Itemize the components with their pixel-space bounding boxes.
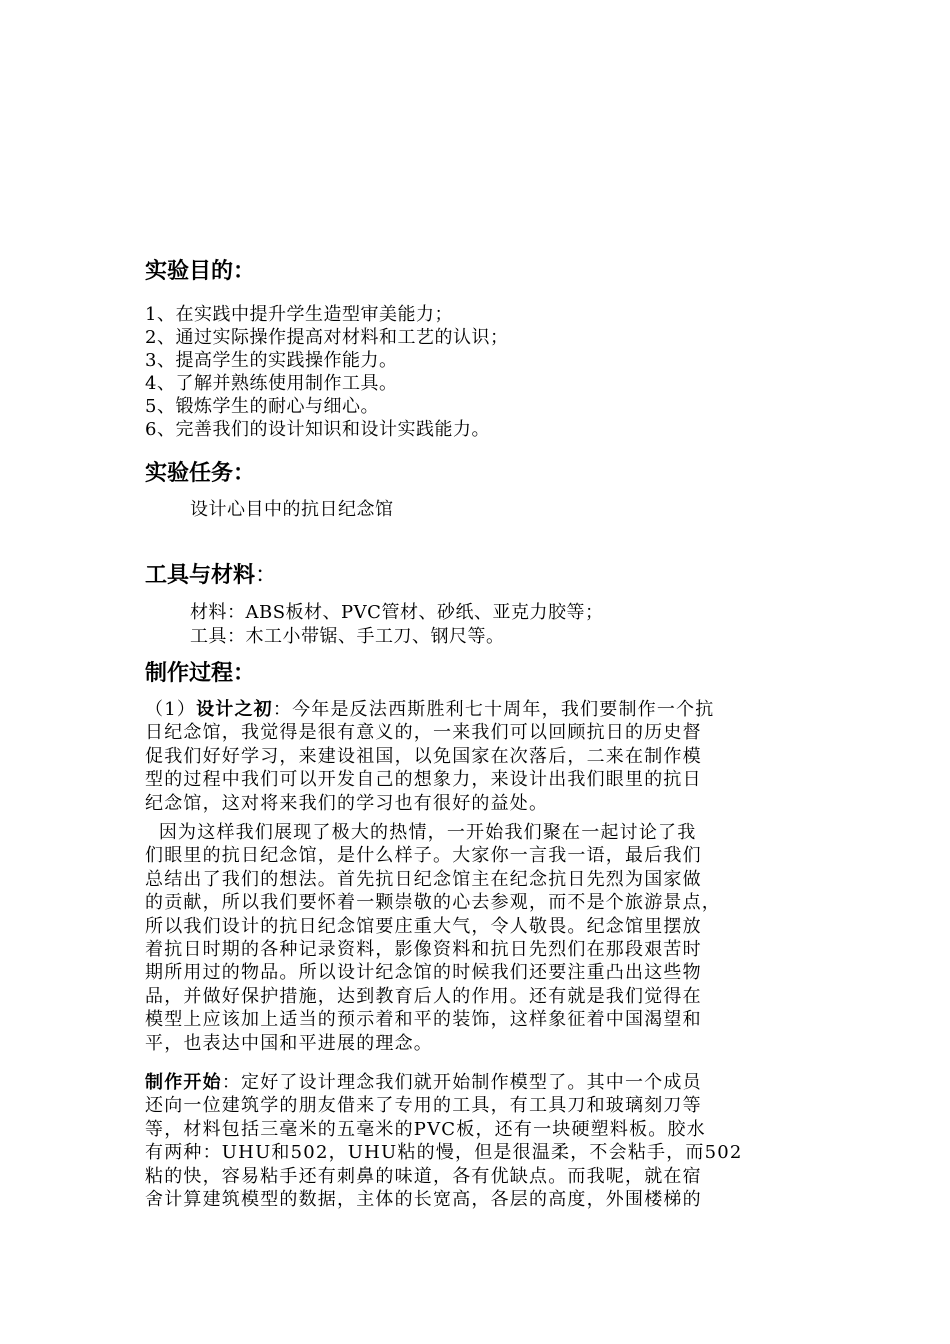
paragraph-line: 所以我们设计的抗日纪念馆要庄重大气，令人敬畏。纪念馆里摆放: [145, 915, 702, 937]
paragraph-number: （1）: [145, 699, 197, 720]
heading-colon: ：: [233, 461, 256, 486]
list-item: 4、了解并熟练使用制作工具。: [145, 373, 398, 394]
paragraph-line: 日纪念馆，我觉得是很有意义的，一来我们可以回顾抗日的历史督: [145, 722, 702, 744]
heading-purpose: [145, 258, 255, 286]
paragraph-line: 模型上应该加上适当的预示着和平的装饰，这样象征着中国渴望和: [145, 1009, 702, 1031]
paragraph-label: 设计之初: [196, 699, 273, 720]
purpose-list: [145, 303, 508, 441]
list-item: 3、提高学生的实践操作能力。: [145, 350, 398, 371]
paragraph-line: 舍计算建筑模型的数据，主体的长宽高，各层的高度，外围楼梯的: [145, 1189, 702, 1211]
heading-colon: ：: [255, 563, 278, 588]
heading-task: [145, 460, 255, 488]
paragraph-line: 总结出了我们的想法。首先抗日纪念馆主在纪念抗日先烈为国家做: [145, 868, 702, 890]
paragraph-line: 的贡献，所以我们要怀着一颗崇敬的心去参观，而不是个旅游景点，: [145, 892, 721, 914]
heading-colon: ：: [233, 661, 256, 686]
task-text: 设计心目中的抗日纪念馆: [190, 499, 394, 520]
list-item: 6、完善我们的设计知识和设计实践能力。: [145, 419, 490, 440]
paragraph-line: [145, 1071, 810, 1094]
paragraph-label: 制作开始: [145, 1072, 222, 1093]
paragraph-line: [145, 698, 810, 721]
heading-process: [145, 660, 255, 688]
paragraph-line: 因为这样我们展现了极大的热情，一开始我们聚在一起讨论了我: [145, 822, 697, 843]
heading-colon: ：: [233, 259, 256, 284]
heading-process-text: 制作过程: [145, 661, 234, 686]
paragraph-line: 促我们好好学习，来建设祖国，以免国家在次落后，二来在制作模: [145, 745, 702, 767]
paragraph-line: 还向一位建筑学的朋友借来了专用的工具，有工具刀和玻璃刻刀等: [145, 1095, 702, 1117]
heading-tools: [145, 562, 277, 590]
paragraph-line: 等，材料包括三毫米的五毫米的PVC板，还有一块硬塑料板。胶水: [145, 1118, 706, 1140]
process-paragraph-3: [145, 1071, 810, 1211]
tools-text: 工具：木工小带锯、手工刀、钢尺等。: [190, 626, 505, 647]
list-item: 1、在实践中提升学生造型审美能力；: [145, 304, 453, 325]
heading-purpose-text: 实验目的: [145, 259, 234, 284]
process-paragraph-2: [145, 821, 810, 1055]
paragraph-line: 着抗日时期的各种记录资料，影像资料和抗日先烈们在那段艰苦时: [145, 939, 702, 961]
paragraph-line: 期所用过的物品。所以设计纪念馆的时候我们还要注重凸出这些物: [145, 962, 702, 984]
materials-text: 材料：ABS板材、PVC管材、砂纸、亚克力胶等；: [190, 602, 604, 623]
paragraph-text: ：今年是反法西斯胜利七十周年，我们要制作一个抗: [272, 699, 715, 720]
process-paragraph-1: [145, 698, 810, 815]
list-item: 2、通过实际操作提高对材料和工艺的认识；: [145, 327, 509, 348]
paragraph-line: 有两种：UHU和502，UHU粘的慢，但是很温柔，不会粘手，而502: [145, 1142, 743, 1164]
paragraph-line: 们眼里的抗日纪念馆，是什么样子。大家你一言我一语，最后我们: [145, 845, 702, 867]
paragraph-line: 品，并做好保护措施，达到教育后人的作用。还有就是我们觉得在: [145, 985, 702, 1007]
paragraph-line: 平，也表达中国和平进展的理念。: [145, 1032, 433, 1054]
paragraph-text: ：定好了设计理念我们就开始制作模型了。其中一个成员: [221, 1072, 702, 1093]
paragraph-line: 纪念馆，这对将来我们的学习也有很好的益处。: [145, 792, 549, 814]
paragraph-line: 型的过程中我们可以开发自己的想象力，来设计出我们眼里的抗日: [145, 769, 702, 791]
paragraph-line: 粘的快，容易粘手还有刺鼻的味道，各有优缺点。而我呢，就在宿: [145, 1165, 702, 1187]
list-item: 5、锻炼学生的耐心与细心。: [145, 396, 379, 417]
heading-tools-text: 工具与材料: [145, 563, 256, 588]
heading-task-text: 实验任务: [145, 461, 234, 486]
